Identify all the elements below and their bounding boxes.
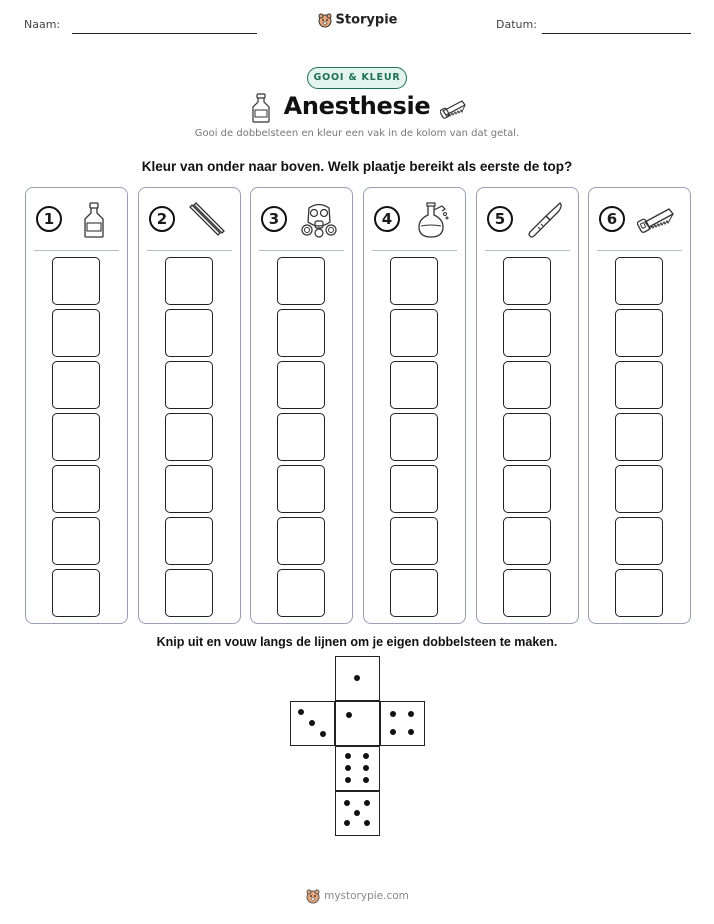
column-divider	[372, 250, 457, 251]
storypie-mascot-icon	[317, 12, 333, 28]
scalpel-icon	[525, 200, 565, 240]
color-box[interactable]	[390, 517, 438, 565]
column-divider	[485, 250, 570, 251]
footer	[0, 888, 714, 904]
color-box[interactable]	[503, 309, 551, 357]
column-3	[250, 187, 353, 624]
color-box[interactable]	[615, 569, 663, 617]
color-box[interactable]	[165, 517, 213, 565]
color-box[interactable]	[390, 569, 438, 617]
instruction-text: Kleur van onder naar boven. Welk plaatje bereikt als eerste de top?	[141, 159, 573, 174]
color-box[interactable]	[277, 465, 325, 513]
column-divider	[597, 250, 682, 251]
dice-face-one	[335, 656, 380, 701]
color-box[interactable]	[277, 569, 325, 617]
pip	[345, 765, 351, 771]
flask-icon	[412, 200, 452, 240]
color-box[interactable]	[277, 517, 325, 565]
color-box[interactable]	[390, 257, 438, 305]
pip	[354, 675, 360, 681]
color-box[interactable]	[390, 465, 438, 513]
color-box[interactable]	[165, 413, 213, 461]
color-box[interactable]	[165, 361, 213, 409]
saw-icon	[637, 200, 677, 240]
color-box[interactable]	[503, 517, 551, 565]
pip	[364, 820, 370, 826]
color-box[interactable]	[52, 465, 100, 513]
color-box[interactable]	[52, 413, 100, 461]
column-2	[138, 187, 241, 624]
column-number: 3	[261, 206, 287, 232]
color-box[interactable]	[615, 465, 663, 513]
color-box[interactable]	[615, 309, 663, 357]
column-1	[25, 187, 128, 624]
color-box[interactable]	[390, 413, 438, 461]
color-box[interactable]	[615, 413, 663, 461]
color-box[interactable]	[165, 309, 213, 357]
saw-icon	[440, 92, 470, 124]
pip	[345, 753, 351, 759]
pip	[344, 820, 350, 826]
date-line	[542, 33, 691, 34]
pip	[309, 720, 315, 726]
bottle-icon	[74, 200, 114, 240]
pip	[364, 800, 370, 806]
page-title: Anesthesie	[283, 92, 431, 120]
color-box[interactable]	[390, 309, 438, 357]
name-line	[72, 33, 257, 34]
color-box[interactable]	[277, 413, 325, 461]
column-6	[588, 187, 691, 624]
color-box[interactable]	[615, 361, 663, 409]
tweezers-icon	[187, 200, 227, 240]
column-5	[476, 187, 579, 624]
dice-face-four	[380, 701, 425, 746]
column-divider	[34, 250, 119, 251]
column-divider	[147, 250, 232, 251]
color-box[interactable]	[390, 361, 438, 409]
color-box[interactable]	[52, 569, 100, 617]
color-box[interactable]	[615, 517, 663, 565]
color-box[interactable]	[503, 569, 551, 617]
name-label: Naam:	[24, 18, 61, 31]
pip	[345, 777, 351, 783]
column-number: 4	[374, 206, 400, 232]
footer-url[interactable]: mystorypie.com	[324, 890, 409, 902]
color-box[interactable]	[503, 257, 551, 305]
color-box[interactable]	[277, 257, 325, 305]
cutout-instruction: Knip uit en vouw langs de lijnen om je eigen dobbelsteen te maken.	[156, 635, 558, 649]
pip	[390, 729, 396, 735]
pip	[363, 777, 369, 783]
pip	[408, 729, 414, 735]
color-box[interactable]	[503, 361, 551, 409]
dice-face-one	[335, 701, 380, 746]
color-box[interactable]	[52, 309, 100, 357]
pip	[408, 711, 414, 717]
brand-logo	[0, 12, 714, 28]
subtitle: Gooi de dobbelsteen en kleur een vak in de kolom van dat getal.	[194, 128, 520, 139]
pip	[390, 711, 396, 717]
column-number: 1	[36, 206, 62, 232]
color-box[interactable]	[615, 257, 663, 305]
column-4	[363, 187, 466, 624]
date-label: Datum:	[496, 18, 537, 31]
pip	[298, 709, 304, 715]
color-box[interactable]	[165, 569, 213, 617]
color-box[interactable]	[52, 517, 100, 565]
pip	[320, 731, 326, 737]
color-box[interactable]	[277, 361, 325, 409]
pip	[344, 800, 350, 806]
dice-face-three	[290, 701, 335, 746]
dice-face-six	[335, 746, 380, 791]
color-box[interactable]	[165, 465, 213, 513]
color-box[interactable]	[165, 257, 213, 305]
pip	[363, 753, 369, 759]
color-box[interactable]	[52, 361, 100, 409]
gas-mask-icon	[299, 200, 339, 240]
color-box[interactable]	[277, 309, 325, 357]
activity-badge: GOOI & KLEUR	[307, 67, 407, 89]
pip	[346, 712, 352, 718]
color-box[interactable]	[52, 257, 100, 305]
color-box[interactable]	[503, 413, 551, 461]
column-number: 6	[599, 206, 625, 232]
column-number: 2	[149, 206, 175, 232]
brand-name: Storypie	[335, 12, 398, 28]
storypie-mascot-icon	[305, 888, 321, 904]
pip	[363, 765, 369, 771]
dice-face-five	[335, 791, 380, 836]
column-number: 5	[487, 206, 513, 232]
color-box[interactable]	[503, 465, 551, 513]
pip	[354, 810, 360, 816]
column-divider	[259, 250, 344, 251]
